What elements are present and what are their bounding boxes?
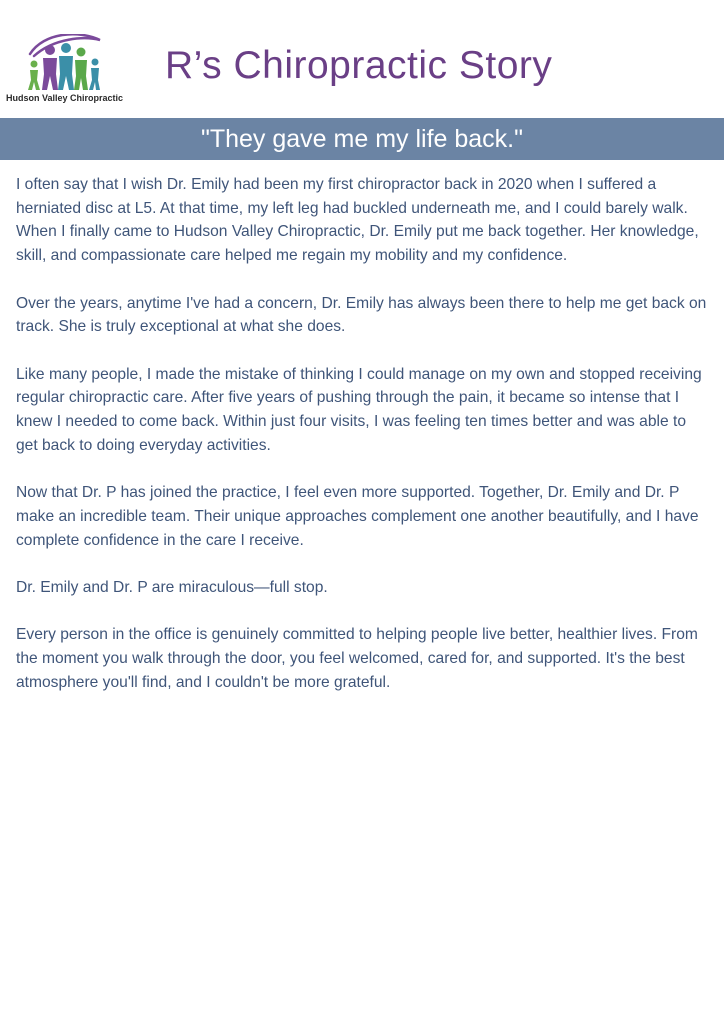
quote-banner <box>0 118 724 160</box>
story-paragraph: Now that Dr. P has joined the practice, I feel even more supported. Together, Dr. Emily and Dr. P make an incredible team. Their unique approaches complement one another beautifully, and I have complete confidence in the care I receive. <box>16 484 699 549</box>
story-paragraph: Like many people, I made the mistake of thinking I could manage on my own and stopped receiving regular chiropractic care. After five years of pushing through the pain, it became so intense that I knew I needed to come back. Within just four visits, I was feeling ten times better and was able to get back to doing everyday activities. <box>16 365 702 454</box>
banner-quote: "They gave me my life back." <box>200 124 524 153</box>
family-figures-logo-icon <box>24 34 106 92</box>
logo-text: Hudson Valley Chiropractic <box>6 93 124 103</box>
story-paragraph: Every person in the office is genuinely committed to helping people live better, healthier lives. From the moment you walk through the door, you feel welcomed, cared for, and supported. It's the best atmosphere you'll find, and I couldn't be more grateful. <box>16 626 698 691</box>
story-body <box>16 173 710 718</box>
page-header <box>0 0 724 118</box>
story-paragraph: I often say that I wish Dr. Emily had been my first chiropractor back in 2020 when I suffered a herniated disc at L5. At that time, my left leg had buckled underneath me, and I could barely walk. When I finally came to Hudson Valley Chiropractic, Dr. Emily put me back together. Her knowledge, skill, and compassionate care helped me regain my mobility and my confidence. <box>16 176 699 265</box>
page-title: R’s Chiropractic Story <box>165 44 553 87</box>
practice-logo <box>4 30 124 110</box>
story-paragraph: Over the years, anytime I've had a concern, Dr. Emily has always been there to help me get back on track. She is truly exceptional at what she does. <box>16 294 707 336</box>
story-paragraph: Dr. Emily and Dr. P are miraculous—full stop. <box>16 578 328 596</box>
